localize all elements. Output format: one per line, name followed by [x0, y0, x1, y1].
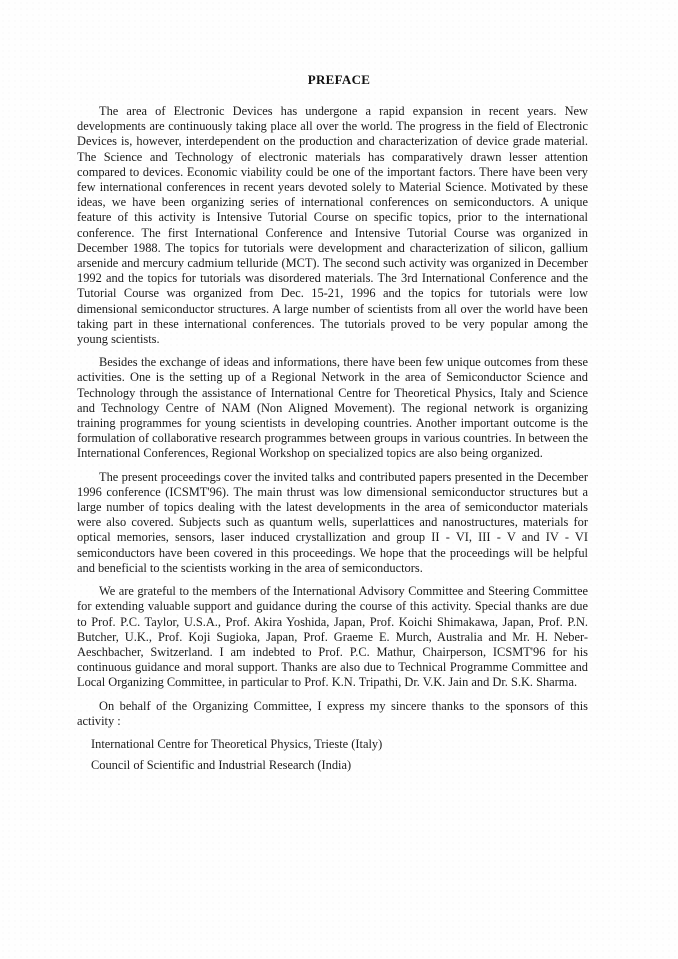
paragraph-4: We are grateful to the members of the International Advisory Committee and Steering Committee for extending valuable support and guidance during the course of this activity. Special thanks are due to Prof. P.C. Taylor, U.S.A., Prof. Akira Yoshida, Japan, Prof. Koichi Shimakawa, Japan, Prof. P.N. Butcher, U.K., Prof. Koji Sugioka, Japan, Prof. Graeme E. Murch, Australia and Mr. H. Neber-Aeschbacher, Switzerland. I am indebted to Prof. P.C. Mathur, Chairperson, ICSMT'96 for his continuous guidance and moral support. Thanks are also due to Technical Programme Committee and Local Organizing Committee, in particular to Prof. K.N. Tripathi, Dr. V.K. Jain and Dr. S.K. Sharma.	[77, 584, 588, 690]
paragraph-1: The area of Electronic Devices has undergone a rapid expansion in recent years. New developments are continuously taking place all over the world. The progress in the field of Electronic Devices is, however, interdependent on the production and characterization of device grade material. The Science and Technology of electronic materials has comparatively drawn lesser attention compared to devices. Economic viability could be one of the important factors. There have been very few international conferences in recent years devoted solely to Material Science. Motivated by these ideas, we have been organizing series of international conferences on semiconductors. A unique feature of this activity is Intensive Tutorial Course on specific topics, prior to the international conference. The first International Conference and Intensive Tutorial Course was organized in December 1988. The topics for tutorials were development and characterization of silicon, gallium arsenide and mercury cadmium telluride (MCT). The second such activity was organized in December 1992 and the topics for tutorials was disordered materials. The 3rd International Conference and the Tutorial Course was organized from Dec. 15-21, 1996 and the topics for tutorials were low dimensional semiconductor structures. A large number of scientists from all over the world have been taking part in these international conferences. The tutorials proved to be very popular among the young scientists.	[77, 104, 588, 347]
paragraph-2: Besides the exchange of ideas and informations, there have been few unique outcomes from these activities. One is the setting up of a Regional Network in the area of Semiconductor Science and Technology through the assistance of International Centre for Theoretical Physics, Italy and Science and Technology Centre of NAM (Non Aligned Movement). The regional network is organizing training programmes for young scientists in developing countries. Another important outcome is the formulation of collaborative research programmes between groups in various countries. In between the International Conferences, Regional Workshop on specialized topics are also being organized.	[77, 355, 588, 461]
page-title: PREFACE	[307, 72, 371, 87]
paragraph-5: On behalf of the Organizing Committee, I express my sincere thanks to the sponsors of this activity :	[77, 698, 588, 728]
sponsor-item: Council of Scientific and Industrial Research (India)	[91, 758, 352, 773]
sponsor-item: International Centre for Theoretical Physics, Trieste (Italy)	[91, 736, 383, 751]
sponsor-list	[77, 737, 588, 773]
paragraph-3: The present proceedings cover the invited talks and contributed papers presented in the December 1996 conference (ICSMT'96). The main thrust was low dimensional semiconductor structures but a large number of topics dealing with the latest developments in the area of semiconductor materials were also covered. Subjects such as quantum wells, superlattices and nanostructures, materials for optical memories, sensors, laser induced crystallization and group II - VI, III - V and IV - VI semiconductors have been covered in this proceedings. We hope that the proceedings will be helpful and beneficial to the scientists working in the area of semiconductors.	[77, 469, 588, 575]
preface-body	[77, 104, 588, 779]
